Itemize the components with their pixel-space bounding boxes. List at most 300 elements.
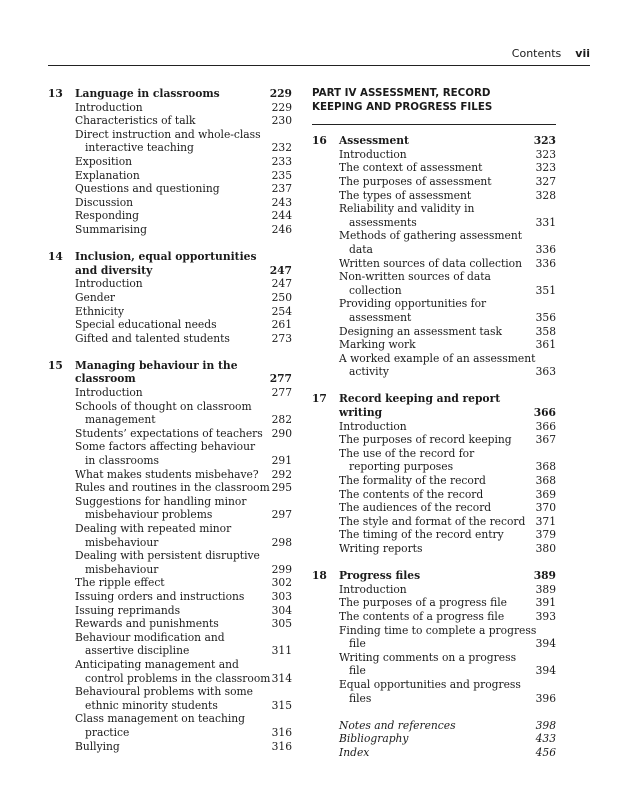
entry-text: The context of assessment — [339, 161, 483, 175]
entry-line — [312, 637, 556, 651]
page-number: 366 — [535, 419, 556, 433]
running-header — [512, 47, 590, 60]
entry-line — [312, 352, 556, 366]
toc-entry[interactable] — [312, 474, 556, 488]
page-number: 336 — [535, 256, 556, 270]
entry-text: Language in classrooms — [75, 87, 220, 100]
entry-line — [312, 365, 556, 379]
page-number: 368 — [535, 460, 556, 474]
entry-line — [48, 699, 292, 713]
toc-entry[interactable] — [312, 433, 556, 447]
page-number: 282 — [271, 413, 292, 427]
entry-line — [48, 576, 292, 590]
page-number: 351 — [535, 283, 556, 297]
page-number: 358 — [535, 324, 556, 338]
chapter-title-line — [312, 392, 556, 406]
toc-entry[interactable] — [312, 610, 556, 624]
entry-text: Gender — [75, 290, 116, 304]
entry-text: Inclusion, equal opportunities — [75, 250, 257, 264]
entry-line — [48, 712, 292, 726]
entry-line — [312, 229, 556, 243]
section-spacer — [312, 379, 556, 393]
entry-line — [312, 338, 556, 352]
entry-line — [48, 522, 292, 536]
entry-text: Issuing reprimands — [75, 603, 181, 617]
entry-line — [48, 332, 292, 346]
toc-entry[interactable] — [48, 277, 292, 291]
entry-text: Bibliography — [339, 732, 409, 746]
chapter-title-line — [312, 134, 556, 148]
page-number: 295 — [271, 481, 292, 495]
toc-entry[interactable] — [48, 427, 292, 441]
toc-entry[interactable] — [48, 114, 292, 128]
page-number: 367 — [535, 433, 556, 447]
entry-line — [312, 202, 556, 216]
entry-line — [48, 631, 292, 645]
section-spacer — [312, 705, 556, 719]
entry-text: and diversity — [75, 263, 153, 277]
page-number: 273 — [271, 331, 292, 345]
entry-text: in classrooms — [85, 454, 160, 468]
entry-line — [312, 474, 556, 488]
entry-text: Introduction — [339, 419, 407, 433]
page-number: 370 — [535, 501, 556, 515]
entry-text: The use of the record for — [339, 446, 475, 460]
entry-text: Introduction — [339, 147, 407, 161]
entry-line — [48, 305, 292, 319]
entry-text: file — [349, 637, 366, 651]
page-number: 328 — [535, 188, 556, 202]
toc-entry[interactable] — [48, 305, 292, 319]
entry-text: Progress files — [339, 569, 421, 583]
entry-text: Assessment — [339, 134, 409, 148]
entry-text: control problems in the classroom — [85, 671, 271, 685]
page-number: 394 — [535, 637, 556, 651]
entry-text: Introduction — [339, 582, 407, 596]
entry-text: Explanation — [75, 168, 140, 182]
page-number: 254 — [271, 304, 292, 318]
toc-entry[interactable] — [312, 583, 556, 597]
entry-line — [312, 297, 556, 311]
toc-entry[interactable] — [48, 386, 292, 400]
toc-entry[interactable] — [48, 155, 292, 169]
toc-entry[interactable] — [312, 257, 556, 271]
entry-line — [48, 223, 292, 237]
entry-text: misbehaviour — [85, 562, 159, 576]
page-number: 389 — [535, 582, 556, 596]
entry-line — [312, 148, 556, 162]
entry-line — [312, 664, 556, 678]
page-number: 361 — [535, 338, 556, 352]
page-number: 456 — [535, 745, 556, 759]
entry-text: Anticipating management and — [75, 657, 239, 671]
entry-line — [312, 692, 556, 706]
entry-text: Some factors affecting behaviour — [75, 440, 256, 454]
page-number: 277 — [271, 386, 292, 400]
entry-line — [48, 685, 292, 699]
page-number: 311 — [271, 644, 292, 658]
page-number: 371 — [535, 514, 556, 528]
entry-line — [48, 209, 292, 223]
entry-text: Characteristics of talk — [75, 114, 196, 128]
toc-entry[interactable] — [312, 678, 556, 705]
chapter-number: 15 — [48, 358, 63, 372]
entry-line — [312, 243, 556, 257]
toc-entry[interactable] — [48, 400, 292, 427]
page-number: 323 — [533, 134, 556, 148]
entry-line — [312, 189, 556, 203]
entry-text: activity — [349, 365, 389, 379]
toc-entry[interactable] — [48, 481, 292, 495]
page-number: 235 — [271, 168, 292, 182]
toc-entry[interactable] — [312, 189, 556, 203]
entry-line — [312, 719, 556, 733]
entry-text: assessment — [349, 310, 412, 324]
entry-line — [48, 617, 292, 631]
entry-text: A worked example of an assessment — [339, 351, 536, 365]
toc-left-column — [48, 87, 292, 753]
entry-text: The purposes of assessment — [339, 174, 492, 188]
entry-text: Introduction — [75, 277, 143, 291]
toc-entry[interactable] — [48, 291, 292, 305]
toc-entry[interactable] — [312, 229, 556, 256]
toc-entry[interactable] — [312, 501, 556, 515]
entry-text: The types of assessment — [339, 188, 472, 202]
part-heading-line: PART IV ASSESSMENT, RECORD — [312, 87, 491, 99]
toc-entry[interactable] — [312, 596, 556, 610]
entry-text: Writing comments on a progress — [339, 650, 517, 664]
page-number: 316 — [271, 725, 292, 739]
entry-text: files — [349, 691, 372, 705]
toc-entry[interactable] — [48, 223, 292, 237]
entry-line — [48, 536, 292, 550]
entry-line — [48, 277, 292, 291]
entry-text: The timing of the record entry — [339, 528, 504, 542]
page-number: 314 — [271, 671, 292, 685]
page-number: 297 — [271, 508, 292, 522]
entry-line — [312, 447, 556, 461]
entry-text: assessments — [349, 215, 417, 229]
page-number: 363 — [535, 365, 556, 379]
entry-line — [48, 413, 292, 427]
entry-text: file — [349, 664, 366, 678]
entry-line — [48, 468, 292, 482]
entry-text: Methods of gathering assessment — [339, 229, 523, 243]
chapter-number: 13 — [48, 87, 63, 100]
entry-text: Suggestions for handling minor — [75, 494, 247, 508]
toc-entry[interactable] — [312, 746, 556, 760]
entry-text: Summarising — [75, 222, 147, 236]
section-spacer — [48, 237, 292, 251]
page-number: 237 — [271, 182, 292, 196]
entry-line — [312, 732, 556, 746]
entry-text: Finding time to complete a progress — [339, 623, 537, 637]
entry-text: practice — [85, 725, 130, 739]
page-number: 315 — [271, 698, 292, 712]
entry-line — [48, 740, 292, 754]
page-number: 247 — [269, 263, 292, 277]
entry-text: Gifted and talented students — [75, 331, 230, 345]
entry-text: classroom — [75, 372, 136, 386]
entry-text: Bullying — [75, 739, 120, 753]
entry-text: Behaviour modification and — [75, 630, 225, 644]
toc-entry[interactable] — [312, 488, 556, 502]
chapter-heading[interactable] — [312, 392, 556, 419]
page-number: 331 — [535, 215, 556, 229]
entry-line — [312, 460, 556, 474]
page-number: 336 — [535, 242, 556, 256]
chapter-title-line — [48, 87, 292, 101]
toc-entry[interactable] — [48, 182, 292, 196]
entry-text: The contents of a progress file — [339, 609, 505, 623]
page-number: 389 — [533, 569, 556, 583]
entry-line — [48, 291, 292, 305]
chapter-title-line — [312, 569, 556, 583]
toc-entry[interactable] — [312, 420, 556, 434]
entry-line — [312, 528, 556, 542]
entry-line — [312, 501, 556, 515]
entry-text: Introduction — [75, 100, 143, 114]
toc-entry[interactable] — [312, 447, 556, 474]
toc-entry[interactable] — [48, 576, 292, 590]
entry-text: Class management on teaching — [75, 712, 246, 726]
page-number: 232 — [271, 141, 292, 155]
toc-entry[interactable] — [312, 651, 556, 678]
entry-line — [48, 508, 292, 522]
entry-line — [312, 583, 556, 597]
page-number: 230 — [271, 114, 292, 128]
page-number: 291 — [271, 454, 292, 468]
toc-entry[interactable] — [48, 685, 292, 712]
page-number: 292 — [271, 467, 292, 481]
entry-line — [312, 542, 556, 556]
page-number: 396 — [535, 691, 556, 705]
toc-entry[interactable] — [312, 270, 556, 297]
toc-entry[interactable] — [48, 196, 292, 210]
entry-text: Ethnicity — [75, 304, 125, 318]
entry-line — [312, 257, 556, 271]
entry-text: Questions and questioning — [75, 182, 220, 196]
chapter-number: 17 — [312, 392, 327, 406]
page-number: 244 — [271, 209, 292, 223]
entry-text: data — [349, 242, 373, 256]
entry-text: Written sources of data collection — [339, 256, 522, 270]
header-label: Contents — [511, 47, 562, 60]
page-number: 323 — [535, 147, 556, 161]
entry-text: Writing reports — [339, 542, 423, 555]
toc-entry[interactable] — [312, 542, 556, 556]
toc-entry[interactable] — [312, 732, 556, 746]
page-number: 229 — [269, 87, 292, 100]
toc-right-column — [312, 87, 556, 760]
page-number: 368 — [535, 474, 556, 488]
entry-line — [312, 325, 556, 339]
page-number: 304 — [271, 603, 292, 617]
entry-line — [312, 488, 556, 502]
entry-text: Responding — [75, 209, 139, 223]
entry-line — [48, 495, 292, 509]
toc-entry[interactable] — [48, 332, 292, 346]
entry-text: Designing an assessment task — [339, 324, 503, 338]
entry-line — [312, 433, 556, 447]
entry-line — [48, 590, 292, 604]
entry-text: The purposes of record keeping — [339, 433, 512, 447]
entry-line — [48, 182, 292, 196]
chapter-title-line — [48, 359, 292, 373]
page-number: 391 — [535, 596, 556, 610]
entry-text: The formality of the record — [339, 474, 486, 488]
entry-text: Reliability and validity in — [339, 202, 475, 216]
toc-entry[interactable] — [312, 624, 556, 651]
entry-text: misbehaviour problems — [85, 508, 213, 522]
chapter-title-line — [48, 372, 292, 386]
toc-entry[interactable] — [48, 440, 292, 467]
entry-line — [312, 175, 556, 189]
page-number: 398 — [535, 718, 556, 732]
toc-entry[interactable] — [48, 740, 292, 754]
toc-entry[interactable] — [312, 338, 556, 352]
entry-text: Dealing with repeated minor — [75, 522, 232, 535]
part-heading-line: KEEPING AND PROGRESS FILES — [312, 100, 493, 113]
entry-line — [312, 161, 556, 175]
chapter-heading[interactable] — [48, 87, 292, 101]
toc-entry[interactable] — [312, 175, 556, 189]
page-number: 327 — [535, 174, 556, 188]
page-number: 277 — [269, 372, 292, 386]
page-number: 379 — [535, 528, 556, 542]
toc-entry[interactable] — [48, 590, 292, 604]
toc-entry[interactable] — [48, 468, 292, 482]
entry-text: Marking work — [339, 338, 416, 352]
toc-entry[interactable] — [48, 209, 292, 223]
toc-entry[interactable] — [312, 528, 556, 542]
entry-line — [312, 515, 556, 529]
entry-text: The ripple effect — [75, 576, 165, 590]
entry-line — [48, 141, 292, 155]
toc-entry[interactable] — [48, 658, 292, 685]
toc-entry[interactable] — [312, 297, 556, 324]
entry-text: Record keeping and report — [339, 392, 501, 406]
page-number: 261 — [271, 318, 292, 332]
entry-line — [312, 216, 556, 230]
toc-entry[interactable] — [312, 202, 556, 229]
page-number: 233 — [271, 154, 292, 168]
page-number: 380 — [535, 542, 556, 555]
toc-entry[interactable] — [48, 617, 292, 631]
entry-text: Behavioural problems with some — [75, 685, 254, 699]
part-heading — [312, 87, 556, 114]
entry-text: Students’ expectations of teachers — [75, 426, 263, 440]
entry-line — [48, 481, 292, 495]
entry-text: misbehaviour — [85, 535, 159, 549]
entry-line — [48, 672, 292, 686]
toc-entry[interactable] — [48, 604, 292, 618]
toc-entry[interactable] — [48, 549, 292, 576]
entry-line — [48, 427, 292, 441]
page-number: 316 — [271, 739, 292, 753]
entry-text: Exposition — [75, 154, 133, 168]
toc-entry[interactable] — [312, 515, 556, 529]
toc-entry[interactable] — [48, 318, 292, 332]
entry-line — [48, 604, 292, 618]
page-number: 303 — [271, 589, 292, 603]
entry-line — [48, 440, 292, 454]
entry-text: Introduction — [75, 386, 143, 400]
chapter-number: 16 — [312, 134, 327, 148]
entry-line — [312, 624, 556, 638]
page-number: 298 — [271, 535, 292, 549]
entry-text: Rewards and punishments — [75, 617, 219, 631]
entry-text: Equal opportunities and progress — [339, 677, 521, 691]
entry-text: management — [85, 413, 156, 427]
entry-line — [312, 311, 556, 325]
entry-text: The contents of the record — [339, 487, 484, 501]
entry-text: Notes and references — [339, 718, 456, 732]
page-number: 302 — [271, 576, 292, 590]
chapter-number: 18 — [312, 569, 327, 583]
entry-text: Non-written sources of data — [339, 270, 491, 284]
toc-entry[interactable] — [48, 169, 292, 183]
toc-entry[interactable] — [48, 631, 292, 658]
entry-text: Special educational needs — [75, 318, 217, 332]
entry-line — [312, 270, 556, 284]
entry-text: Dealing with persistent disruptive — [75, 549, 260, 563]
chapter-title-line — [312, 406, 556, 420]
page-number: 366 — [533, 406, 556, 420]
entry-text: Rules and routines in the classroom — [75, 481, 270, 495]
part-divider — [312, 124, 556, 125]
toc-entry[interactable] — [48, 712, 292, 739]
entry-line — [48, 101, 292, 115]
chapter-heading[interactable] — [48, 359, 292, 386]
entry-line — [312, 651, 556, 665]
entry-line — [312, 746, 556, 760]
entry-line — [48, 318, 292, 332]
page-number: 290 — [271, 426, 292, 440]
toc-entry[interactable] — [48, 495, 292, 522]
entry-text: Managing behaviour in the — [75, 358, 238, 372]
chapter-title-line — [48, 264, 292, 278]
toc-entry[interactable] — [312, 352, 556, 379]
page-number: 356 — [535, 310, 556, 324]
toc-entry[interactable] — [48, 128, 292, 155]
toc-entry[interactable] — [48, 101, 292, 115]
toc-entry[interactable] — [312, 148, 556, 162]
toc-entry[interactable] — [312, 719, 556, 733]
entry-line — [48, 169, 292, 183]
entry-line — [48, 454, 292, 468]
page-number: 243 — [271, 195, 292, 209]
entry-line — [48, 155, 292, 169]
section-spacer — [312, 556, 556, 570]
entry-line — [48, 400, 292, 414]
entry-text: The audiences of the record — [339, 501, 492, 515]
page-number: 323 — [535, 161, 556, 175]
toc-entry[interactable] — [312, 161, 556, 175]
chapter-heading[interactable] — [312, 134, 556, 148]
section-spacer — [48, 345, 292, 359]
page-number: 433 — [535, 732, 556, 746]
chapter-number: 14 — [48, 250, 63, 264]
entry-text: Schools of thought on classroom — [75, 399, 252, 413]
entry-text: What makes students misbehave? — [75, 467, 259, 481]
toc-entry[interactable] — [48, 522, 292, 549]
toc-entry[interactable] — [312, 325, 556, 339]
entry-text: The style and format of the record — [339, 514, 526, 528]
entry-text: Providing opportunities for — [339, 297, 487, 311]
chapter-heading[interactable] — [312, 569, 556, 583]
chapter-heading[interactable] — [48, 250, 292, 277]
